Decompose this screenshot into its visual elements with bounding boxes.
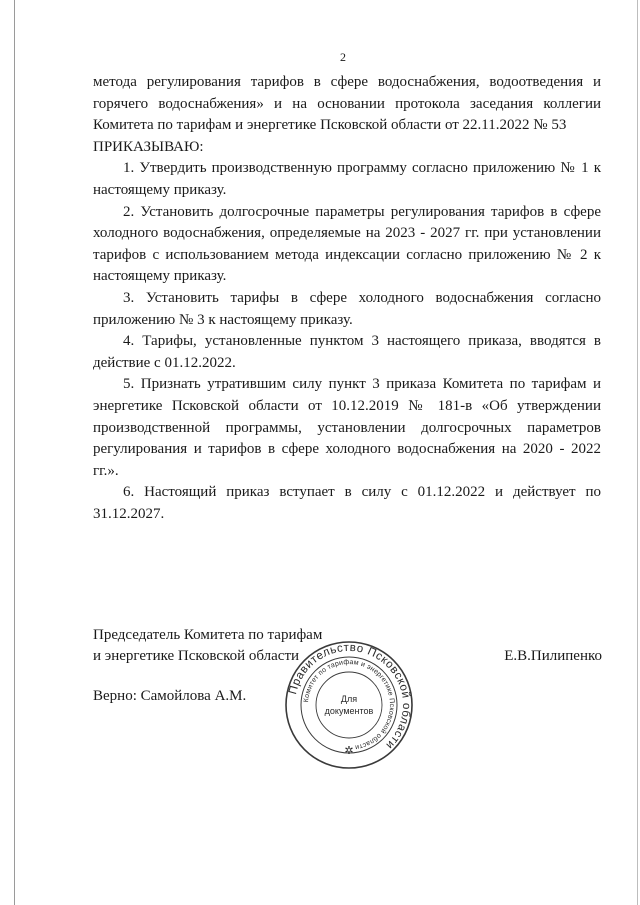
- signatory-title-line-1: Председатель Комитета по тарифам: [93, 627, 323, 643]
- seal-center-line-2: документов: [324, 706, 374, 716]
- order-item-4: 4. Тарифы, установленные пунктом 3 настоящего приказа, вводятся в действие с 01.12.2022.: [93, 333, 601, 371]
- official-seal: [284, 640, 414, 770]
- seal-graphic: [284, 640, 414, 770]
- seal-center-line-1: Для: [340, 694, 358, 704]
- seal-inner-text: Комитет по тарифам и энергетике Псковской области: [303, 658, 396, 751]
- order-word: ПРИКАЗЫВАЮ:: [93, 138, 204, 155]
- order-item-1: 1. Утвердить производственную программу согласно приложению № 1 к настоящему приказу.: [93, 160, 601, 198]
- signatory-title-line-2: и энергетике Псковской области: [93, 648, 300, 664]
- page-number: 2: [340, 50, 346, 64]
- order-item-3: 3. Установить тарифы в сфере холодного водоснабжения согласно приложению № 3 к настоящему приказу.: [93, 289, 601, 328]
- seal-middle-ring: [301, 657, 397, 753]
- verified-by: Верно: Самойлова А.М.: [93, 688, 247, 704]
- seal-outer-text: Правительство Псковской области: [287, 641, 413, 752]
- order-item-2: 2. Установить долгосрочные параметры регулирования тарифов в сфере холодного водоснабжения, определяемые на 2023 - 2027 гг. при установлении тарифов с использованием метода индексации согласно приложению № 2 к настоящему приказу.: [93, 203, 601, 285]
- scan-edge-right: [637, 0, 638, 905]
- order-item-6: 6. Настоящий приказ вступает в силу с 01.12.2022 и действует по 31.12.2027.: [93, 484, 601, 522]
- intro-paragraph: метода регулирования тарифов в сфере водоснабжения, водоотведения и горячего водоснабжения» и на основании протокола заседания коллегии Комитета по тарифам и энергетике Псковской области от 22.11.2022 № 53: [93, 74, 601, 134]
- signatory-name: Е.В.Пилипенко: [504, 648, 602, 664]
- order-body: [93, 72, 601, 525]
- seal-inner-ring: [316, 672, 382, 738]
- seal-star-icon: ✲: [344, 745, 354, 757]
- scan-edge-left: [14, 0, 15, 905]
- order-item-5: 5. Признать утратившим силу пункт 3 приказа Комитета по тарифам и энергетике Псковской области от 10.12.2019 № 181-в «Об утверждении производственной программы, установлении долгосрочных параметров регулирования и тарифов в сфере холодного водоснабжения на 2020 - 2022 гг.».: [93, 376, 601, 479]
